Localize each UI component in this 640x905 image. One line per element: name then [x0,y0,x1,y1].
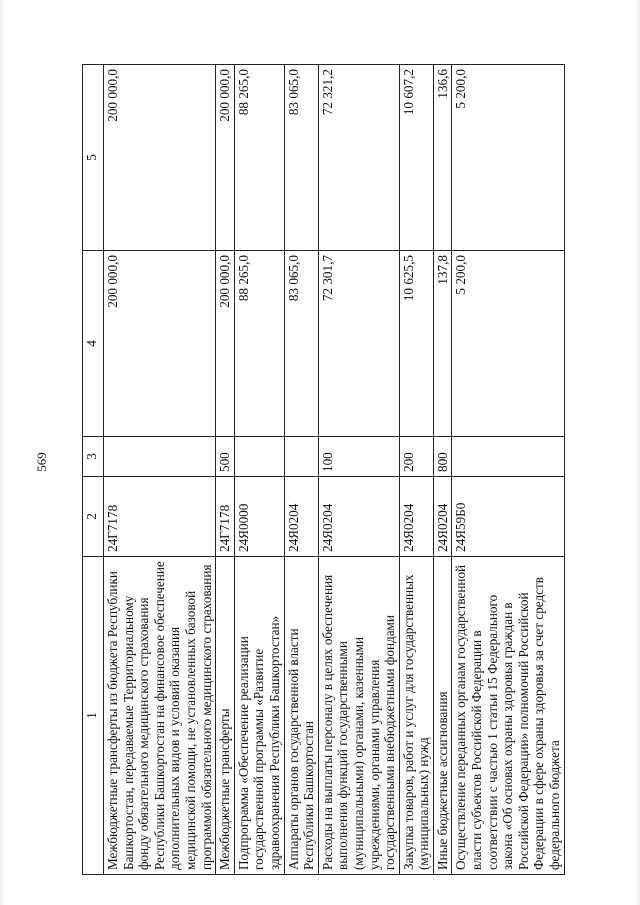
table-row [399,65,433,875]
row-value-4: 10 625,5 [399,251,433,437]
row-name: Осуществление переданных органам государственной власти субъектов Российской Федерации в соответствии с частью 1 статьи 15 Федерального закона «Об основах охраны здоровья граждан в Российской Федерации» полномочий Российской Федерации в сфере охраны здоровья за счет средств федерального бюджета [452,557,564,875]
row-value-4: 5 200,0 [452,251,564,437]
row-name: Межбюджетные трансферты [216,557,235,875]
row-value-5: 5 200,0 [452,65,564,251]
row-value-5: 88 265,0 [234,65,284,251]
header-row [83,65,104,875]
row-type: 200 [399,437,433,477]
table-row [452,65,564,875]
row-value-4: 200 000,0 [216,251,235,437]
row-type [452,437,564,477]
row-name: Закупка товаров, работ и услуг для государственных (муниципальных) нужд [399,557,433,875]
header-col-1: 1 [83,557,104,875]
row-value-5: 136,6 [433,65,452,251]
scan-edge-left [0,0,6,905]
row-value-4: 137,8 [433,251,452,437]
table-row [318,65,399,875]
row-value-4: 200 000,0 [104,251,216,437]
row-value-5: 200 000,0 [216,65,235,251]
table-row [216,65,235,875]
table-row [104,65,216,875]
row-code: 24Я0204 [399,477,433,557]
row-code: 24Я0204 [284,477,318,557]
row-code: 24Я0000 [234,477,284,557]
table-row [234,65,284,875]
row-name: Расходы на выплаты персоналу в целях обеспечения выполнения функций государственными (муниципальными) органами, казенными учреждениями, органами управления государственными внебюджетными фондами [318,557,399,875]
row-value-4: 72 301,7 [318,251,399,437]
row-value-4: 88 265,0 [234,251,284,437]
row-type [104,437,216,477]
header-col-4: 4 [83,251,104,437]
row-code: 24Я0204 [433,477,452,557]
row-value-5: 200 000,0 [104,65,216,251]
row-name: Межбюджетные трансферты из бюджета Республики Башкортостан, передаваемые Территориальному фонду обязательного медицинского страхования Республики Башкортостан на финансовое обеспечение дополнительных видов и условий оказания медицинской помощи, не установленных базовой программой обязательного медицинского страхования [104,557,216,875]
table-row [284,65,318,875]
scan-edge-right [634,0,640,905]
row-type [284,437,318,477]
rotated-table-wrapper [82,65,563,875]
header-col-3: 3 [83,437,104,477]
row-type: 100 [318,437,399,477]
row-type: 800 [433,437,452,477]
header-col-2: 2 [83,477,104,557]
row-type [234,437,284,477]
row-value-4: 83 065,0 [284,251,318,437]
row-type: 500 [216,437,235,477]
row-code: 24Г7178 [216,477,235,557]
row-name: Подпрограмма «Обеспечение реализации государственной программы «Развитие здравоохранения Республики Башкортостан» [234,557,284,875]
page-number: 569 [34,452,49,472]
row-name: Иные бюджетные ассигнования [433,557,452,875]
row-code: 24Я0204 [318,477,399,557]
row-value-5: 72 321,2 [318,65,399,251]
table-row [433,65,452,875]
row-value-5: 10 607,2 [399,65,433,251]
header-col-5: 5 [83,65,104,251]
row-name: Аппараты органов государственной власти Республики Башкортостан [284,557,318,875]
row-value-5: 83 065,0 [284,65,318,251]
budget-table [82,64,565,875]
row-code: 24Г7178 [104,477,216,557]
row-code: 24Я59Б0 [452,477,564,557]
